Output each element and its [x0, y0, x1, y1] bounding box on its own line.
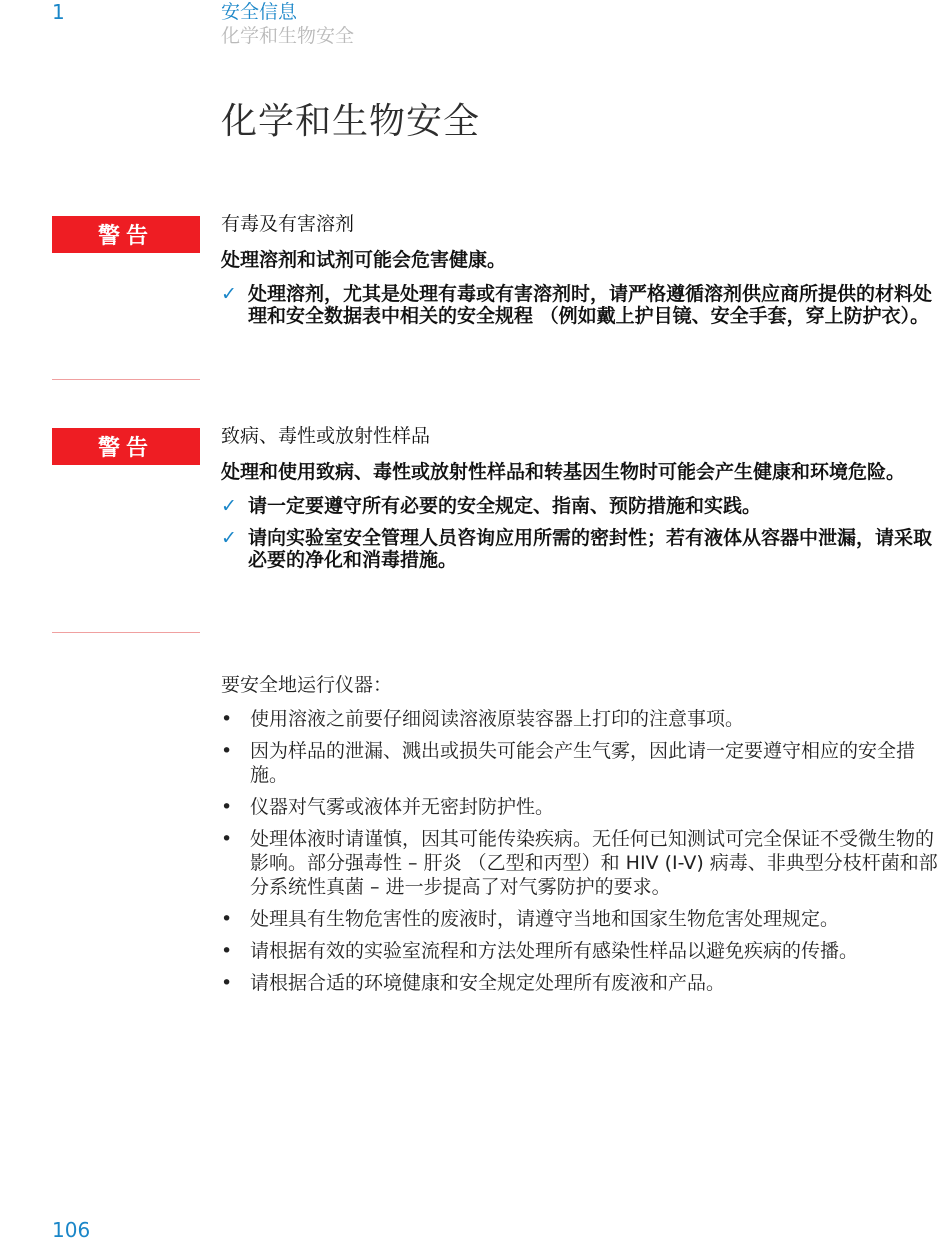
- bullet-icon: •: [221, 908, 233, 930]
- instructions-intro: 要安全地运行仪器：: [221, 674, 393, 696]
- list-item: [221, 827, 946, 899]
- warning-lead: 处理溶剂和试剂可能会危害健康。: [221, 249, 507, 271]
- warning-block-hazardous-samples: [221, 423, 946, 581]
- check-item: [221, 495, 946, 517]
- bullet-icon: •: [221, 940, 233, 962]
- warning-lead: 处理和使用致病、毒性或放射性样品和转基因生物时可能会产生健康和环境危险。: [221, 461, 906, 483]
- list-item-text: 处理具有生物危害性的废液时，请遵守当地和国家生物危害处理规定。: [250, 908, 840, 930]
- running-header-section-title: 化学和生物安全: [221, 25, 355, 47]
- list-item-text: 请根据合适的环境健康和安全规定处理所有废液和产品。: [250, 972, 726, 994]
- list-item-text: 仪器对气雾或液体并无密封防护性。: [250, 796, 555, 818]
- list-item-text: 请根据有效的实验室流程和方法处理所有感染性样品以避免疾病的传播。: [250, 940, 859, 962]
- list-item-text: 使用溶液之前要仔细阅读溶液原装容器上打印的注意事项。: [250, 708, 745, 730]
- bullet-icon: •: [221, 972, 233, 994]
- warning-title: 有毒及有害溶剂: [221, 213, 355, 235]
- bullet-icon: •: [221, 796, 233, 818]
- warning-badge: 警告: [52, 216, 200, 253]
- checkmark-icon: ✓: [221, 495, 237, 517]
- checkmark-icon: ✓: [221, 527, 237, 549]
- running-header-chapter-title: 安全信息: [221, 1, 298, 23]
- list-item: [221, 707, 946, 731]
- checkmark-icon: ✓: [221, 283, 237, 305]
- bullet-icon: •: [221, 740, 233, 762]
- list-item: [221, 795, 946, 819]
- bullet-icon: •: [221, 708, 233, 730]
- warning-badge: 警告: [52, 428, 200, 465]
- list-item: [221, 939, 946, 963]
- warning-title: 致病、毒性或放射性样品: [221, 425, 431, 447]
- check-item-text: 请一定要遵守所有必要的安全规定、指南、预防措施和实践。: [248, 495, 762, 517]
- list-item: [221, 971, 946, 995]
- list-item-text: 处理体液时请谨慎，因其可能传染疾病。无任何已知测试可完全保证不受微生物的影响。部分强毒性 – 肝炎 （乙型和丙型）和 HIV (I-V) 病毒、非典型分枝杆菌和部分系统性真菌 – 进一步提高了对气雾防护的要求。: [250, 828, 938, 898]
- check-item-text: 请向实验室安全管理人员咨询应用所需的密封性；若有液体从容器中泄漏，请采取必要的净化和消毒措施。: [248, 527, 933, 571]
- check-item: [221, 283, 946, 327]
- warning-divider: [52, 379, 200, 380]
- page-title: 化学和生物安全: [221, 101, 481, 142]
- list-item: [221, 739, 946, 787]
- list-item-text: 因为样品的泄漏、溅出或损失可能会产生气雾，因此请一定要遵守相应的安全措施。: [250, 740, 916, 786]
- page-number: 106: [52, 1218, 91, 1242]
- warning-divider: [52, 632, 200, 633]
- chapter-number: 1: [52, 0, 65, 24]
- list-item: [221, 907, 946, 931]
- instructions-section: [221, 673, 946, 1003]
- warning-block-toxic-solvents: [221, 211, 946, 337]
- bullet-icon: •: [221, 828, 233, 850]
- check-item-text: 处理溶剂，尤其是处理有毒或有害溶剂时，请严格遵循溶剂供应商所提供的材料处理和安全数据表中相关的安全规程 （例如戴上护目镜、安全手套，穿上防护衣）。: [248, 283, 933, 327]
- check-item: [221, 527, 946, 571]
